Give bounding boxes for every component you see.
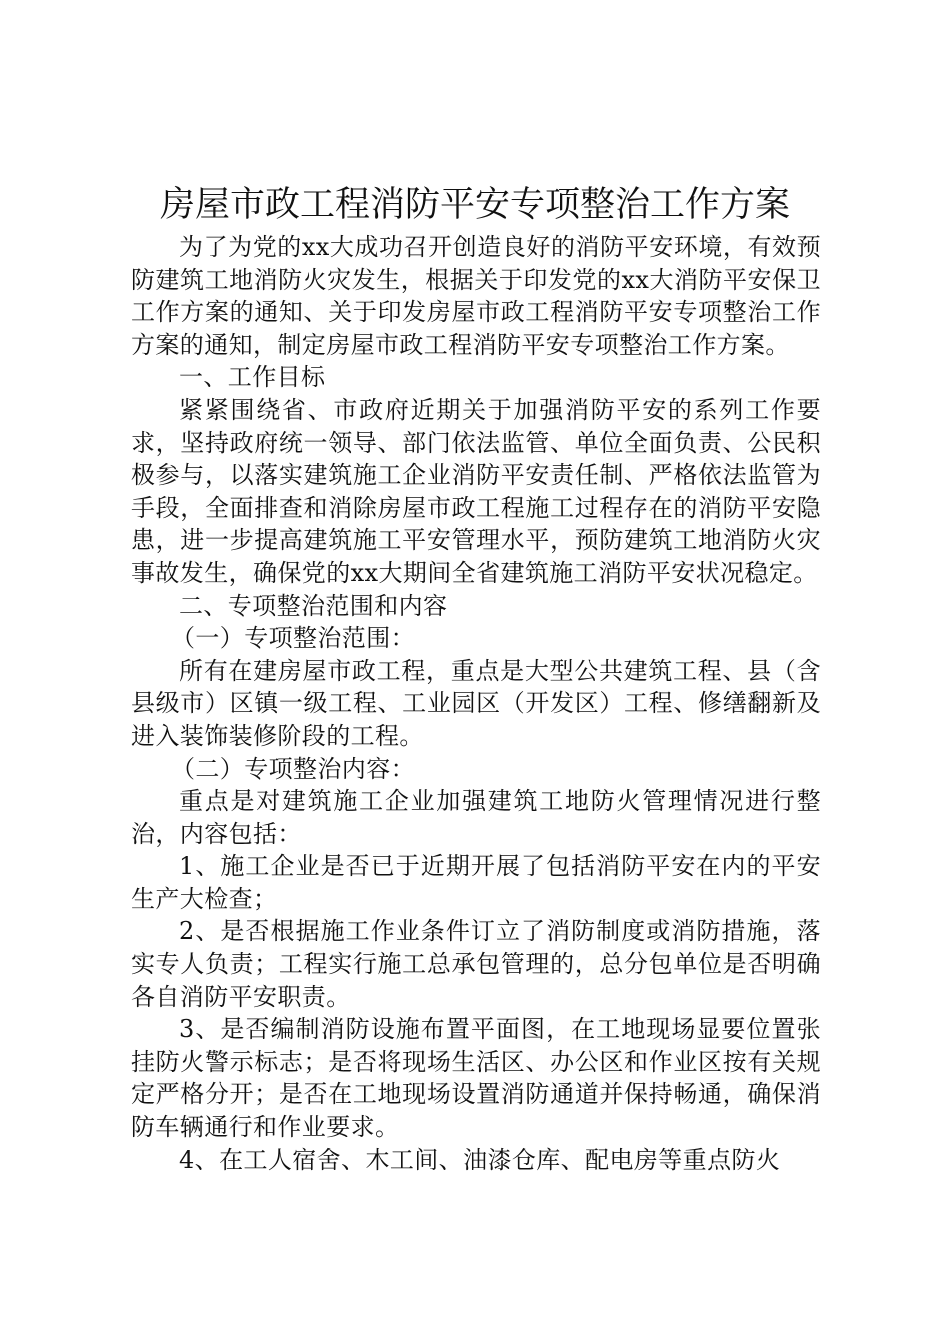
intro-paragraph: 为了为党的xx大成功召开创造良好的消防平安环境，有效预防建筑工地消防火灾发生，根据关于印发党的xx大消防平安保卫工作方案的通知、关于印发房屋市政工程消防平安专项整治工作方案的通知，制定房屋市政工程消防平安专项整治工作方案。 — [131, 233, 821, 359]
content-item-4: 4、在工人宿舍、木工间、油漆仓库、配电房等重点防火 — [179, 1145, 781, 1174]
goal-paragraph: 紧紧围绕省、市政府近期关于加强消防平安的系列工作要求，坚持政府统一领导、部门依法监管、单位全面负责、公民积极参与，以落实建筑施工企业消防平安责任制、严格依法监管为手段，全面排查和消除房屋市政工程施工过程存在的消防平安隐患，进一步提高建筑施工平安管理水平，预防建筑工地消防火灾事故发生，确保党的xx大期间全省建筑施工消防平安状况稳定。 — [131, 395, 821, 587]
content-item-3: 3、是否编制消防设施布置平面图，在工地现场显要位置张挂防火警示标志；是否将现场生活区、办公区和作业区按有关规定严格分开；是否在工地现场设置消防通道并保持畅通，确保消防车辆通行和作业要求。 — [131, 1015, 821, 1142]
section-heading-goal: 一、工作目标 — [179, 363, 326, 392]
section-heading-scope: 二、专项整治范围和内容 — [179, 591, 448, 620]
content-item-1: 1、施工企业是否已于近期开展了包括消防平安在内的平安生产大检查； — [131, 852, 821, 913]
content-item-2: 2、是否根据施工作业条件订立了消防制度或消防措施，落实专人负责；工程实行施工总承包管理的，总分包单位是否明确各自消防平安职责。 — [131, 917, 821, 1011]
document-title: 房屋市政工程消防平安专项整治工作方案 — [159, 185, 790, 225]
subheading-content: （二）专项整治内容： — [171, 754, 415, 783]
subheading-scope: （一）专项整治范围： — [171, 624, 415, 653]
document-body — [131, 231, 821, 1176]
content-paragraph: 重点是对建筑施工企业加强建筑工地防火管理情况进行整治，内容包括： — [131, 787, 821, 848]
scope-paragraph: 所有在建房屋市政工程，重点是大型公共建筑工程、县（含县级市）区镇一级工程、工业园区（开发区）工程、修缮翻新及进入装饰装修阶段的工程。 — [131, 656, 821, 750]
